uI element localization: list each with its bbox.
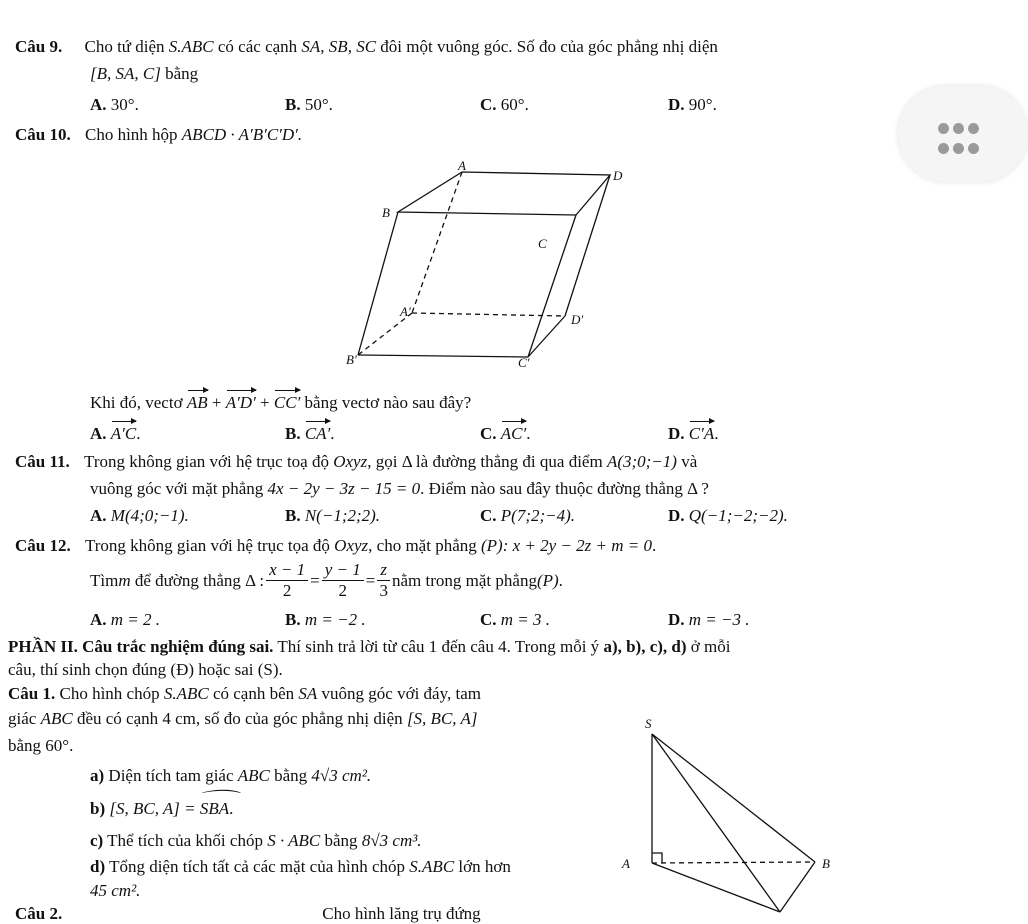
q10-question: Khi đó, vectơ AB + A′D′ + CC′ bằng vectơ nào sau đây? bbox=[90, 393, 472, 412]
part2-title: PHẦN II. Câu trắc nghiệm đúng sai. bbox=[8, 637, 274, 656]
c1-line3: bằng 60°. bbox=[8, 736, 74, 755]
c1-label: Câu 1. bbox=[8, 684, 56, 703]
fraction-z: $\frac{z}{3}$ bbox=[377, 560, 390, 601]
q11-option-c[interactable]: C. P(7;2;−4). bbox=[480, 506, 576, 525]
q9-text: Cho tứ diện bbox=[84, 37, 169, 56]
label-A1: A′ bbox=[400, 304, 411, 319]
edge-SB bbox=[652, 734, 815, 862]
label-C: C bbox=[538, 236, 547, 251]
edge-DD1 bbox=[565, 175, 610, 316]
q11-option-b[interactable]: B. N(−1;2;2). bbox=[285, 506, 381, 525]
q9-option-a[interactable]: A. 30°. bbox=[90, 95, 139, 114]
q12-line2: Tìm m để đường thẳng Δ : $\frac{x - 1}{2}$ = $\frac{y - 1}{2}$ = $\frac{z}{3}$ nằm trong mặt phẳng (P) . bbox=[90, 560, 563, 600]
edge-B1C1 bbox=[358, 355, 528, 357]
right-angle-mark bbox=[652, 853, 662, 863]
q9-label: Câu 9. bbox=[15, 37, 63, 56]
label-C1: C′ bbox=[518, 355, 530, 370]
edge-AA1 bbox=[412, 172, 462, 313]
pyramid-figure bbox=[620, 720, 840, 912]
edge-C1D1 bbox=[528, 316, 565, 357]
q12-option-a[interactable]: A. m = 2 . bbox=[90, 610, 161, 629]
q11-option-a[interactable]: A. M(4;0;−1). bbox=[90, 506, 189, 525]
q9-text2: có các cạnh bbox=[213, 37, 302, 56]
more-options-button[interactable] bbox=[898, 86, 1028, 182]
fraction-y: $\frac{y - 1}{2}$ bbox=[322, 560, 364, 601]
label-S: S bbox=[645, 716, 652, 731]
q11-label: Câu 11. bbox=[15, 452, 70, 471]
c1-item-b[interactable]: b) [S, BC, A] = ⌒ SBA. bbox=[90, 799, 233, 819]
q10-text: Cho hình hộp bbox=[84, 125, 182, 144]
edge-SC bbox=[652, 734, 780, 912]
vector-AB: AB bbox=[186, 393, 208, 412]
c1-line2: giác ABC đều có cạnh 4 cm, số đo của góc phẳng nhị diện [S, BC, A] bbox=[8, 709, 478, 728]
label-B1: B′ bbox=[346, 352, 357, 367]
vector-A1D1: A′D′ bbox=[225, 393, 256, 412]
q10-option-c[interactable]: C. AC′. bbox=[480, 424, 531, 443]
cutoff-line: Câu 2. Cho hình lăng trụ đứng bbox=[15, 904, 481, 923]
c1-item-a[interactable]: a) Diện tích tam giác ABC bằng 4√3 cm². bbox=[90, 766, 372, 785]
label-B-pyramid: B bbox=[822, 856, 830, 871]
edge-BC bbox=[780, 862, 815, 912]
q9-text3: đôi một vuông góc. Số đo của góc phẳng nhị diện bbox=[376, 37, 718, 56]
part2-desc: câu, thí sinh chọn đúng (Đ) hoặc sai (S). bbox=[8, 660, 283, 679]
q9-option-d[interactable]: D. 90°. bbox=[668, 95, 717, 114]
edge-BB1 bbox=[358, 212, 398, 355]
q10-line1 bbox=[15, 125, 302, 145]
q9-angle: [B, SA, C] bbox=[90, 64, 161, 83]
edge-CC1 bbox=[528, 215, 576, 357]
label-D1: D′ bbox=[571, 312, 584, 327]
top-face bbox=[398, 172, 610, 215]
q11-line1: Câu 11. Trong không gian với hệ trục toạ độ Oxyz, gọi Δ là đường thẳng đi qua điểm A(3;0;−1) và bbox=[15, 452, 698, 471]
q12-option-c[interactable]: C. m = 3 . bbox=[480, 610, 551, 629]
angle-SBA: ⌒ SBA bbox=[200, 799, 229, 819]
q11-option-d[interactable]: D. Q(−1;−2;−2). bbox=[668, 506, 788, 525]
c1-item-d[interactable]: d) Tổng diện tích tất cả các mặt của hình chóp S.ABC lớn hơn bbox=[90, 857, 511, 876]
q10-option-b[interactable]: B. CA′. bbox=[285, 424, 335, 443]
q9-line1 bbox=[15, 37, 718, 57]
q9-option-b[interactable]: B. 50°. bbox=[285, 95, 333, 114]
q11-line2: vuông góc với mặt phẳng 4x − 2y − 3z − 15 = 0. Điểm nào sau đây thuộc đường thẳng Δ ? bbox=[90, 479, 709, 498]
label-A-pyramid: A bbox=[622, 856, 630, 871]
q9-text4: bằng bbox=[160, 64, 199, 83]
q10-option-a[interactable]: A. A′C. bbox=[90, 424, 141, 443]
fraction-x: $\frac{x - 1}{2}$ bbox=[266, 560, 308, 601]
c1-item-d-value: 45 cm². bbox=[90, 881, 141, 900]
q9-line2 bbox=[90, 64, 198, 84]
q10-label: Câu 10. bbox=[15, 125, 71, 144]
label-D: D bbox=[613, 168, 623, 183]
label-A: A bbox=[458, 158, 466, 173]
vector-CC1: CC′ bbox=[273, 393, 301, 412]
parallelepiped-figure bbox=[340, 150, 630, 380]
more-dots-icon bbox=[938, 122, 994, 162]
q9-edges: SA, SB, SC bbox=[301, 37, 377, 56]
q9-pyramid: S.ABC bbox=[168, 37, 214, 56]
label-B: B bbox=[382, 205, 390, 220]
q10-option-d[interactable]: D. C′A. bbox=[668, 424, 719, 443]
q12-line1: Câu 12. Trong không gian với hệ trục tọa độ Oxyz, cho mặt phẳng (P): x + 2y − 2z + m = 0. bbox=[15, 536, 657, 555]
part2-heading: PHẦN II. Câu trắc nghiệm đúng sai. Thí sinh trả lời từ câu 1 đến câu 4. Trong mỗi ý a), b), c), d) ở mỗi bbox=[8, 637, 731, 656]
c1-item-c[interactable]: c) Thể tích của khối chóp S · ABC bằng 8√3 cm³. bbox=[90, 831, 422, 850]
q12-option-d[interactable]: D. m = −3 . bbox=[668, 610, 750, 629]
q12-label: Câu 12. bbox=[15, 536, 71, 555]
edge-AB bbox=[652, 862, 815, 863]
c1-line1: Câu 1. Cho hình chóp S.ABC có cạnh bên SA vuông góc với đáy, tam bbox=[8, 684, 481, 703]
q9-option-c[interactable]: C. 60°. bbox=[480, 95, 529, 114]
edge-AC bbox=[652, 863, 780, 912]
q12-option-b[interactable]: B. m = −2 . bbox=[285, 610, 366, 629]
q10-box: ABCD · A′B′C′D′. bbox=[181, 125, 303, 144]
